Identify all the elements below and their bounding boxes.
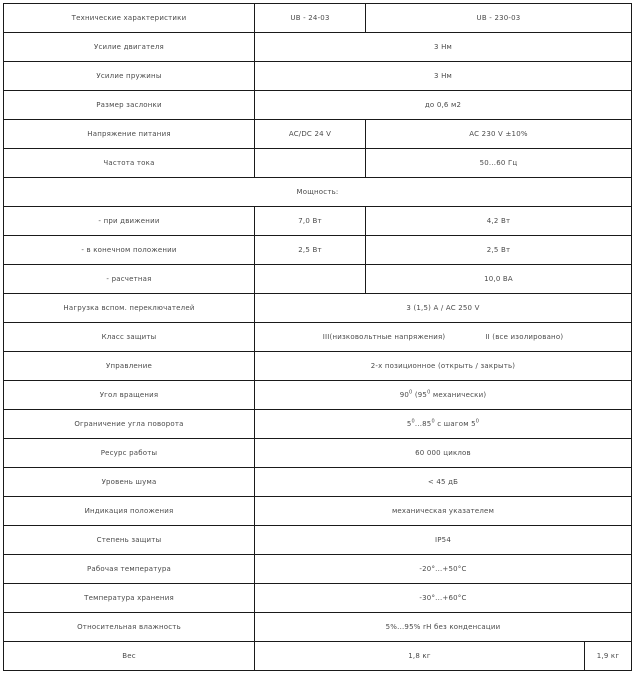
row-label: Рабочая температура [4,555,255,584]
row-label: Частота тока [4,149,255,178]
row-value: до 0,6 м2 [255,91,632,120]
row-label: Напряжение питания [4,120,255,149]
row-value [255,381,632,410]
table-row [4,497,632,526]
row-label: Угол вращения [4,381,255,410]
header-model-b: UB - 230-03 [366,4,632,33]
row-label: Усилие двигателя [4,33,255,62]
table-row [4,236,632,265]
degree-mark: 0 [427,389,431,396]
table-row [4,207,632,236]
table-row [4,642,632,671]
row-label: - в конечном положении [4,236,255,265]
table-row [4,178,632,207]
table-row [4,468,632,497]
row-label: Нагрузка вспом. переключателей [4,294,255,323]
row-label: - расчетная [4,265,255,294]
value-part: 5 [406,420,412,428]
row-value-a: III(низковольтные напряжения) [322,333,446,341]
row-value-b: AC 230 V ±10% [366,120,632,149]
row-value-a [255,265,366,294]
header-label: Технические характеристики [4,4,255,33]
row-value: < 45 дБ [255,468,632,497]
row-value-b: 4,2 Вт [366,207,632,236]
table-row [4,410,632,439]
row-label: Степень защиты [4,526,255,555]
table-row [4,381,632,410]
table-row [4,265,632,294]
table-row [4,4,632,33]
table-row [4,294,632,323]
row-value-b: 10,0 ВА [366,265,632,294]
value-part: 90 [399,391,410,399]
row-value: -30°...+60°С [255,584,632,613]
row-value: 60 000 циклов [255,439,632,468]
row-value: механическая указателем [255,497,632,526]
row-value [255,410,632,439]
row-value: 5%...95% rH без конденсации [255,613,632,642]
row-label: Уровень шума [4,468,255,497]
row-value-b: II (все изолировано) [485,333,564,341]
row-label: Индикация положения [4,497,255,526]
row-value-a: 2,5 Вт [255,236,366,265]
degree-mark: 0 [431,418,435,425]
row-value: 3 Нм [255,33,632,62]
row-value-a: AC/DC 24 V [255,120,366,149]
row-label: - при движении [4,207,255,236]
spec-table [3,3,632,671]
value-part: (95 [412,391,428,399]
row-value-a: 7,0 Вт [255,207,366,236]
row-label: Вес [4,642,255,671]
table-row [4,62,632,91]
row-value: IP54 [255,526,632,555]
row-label: Ресурс работы [4,439,255,468]
row-label: Управление [4,352,255,381]
row-value [255,323,632,352]
table-row [4,439,632,468]
row-label: Относительная влажность [4,613,255,642]
row-label: Температура хранения [4,584,255,613]
table-row [4,33,632,62]
degree-mark: 0 [475,418,480,425]
table-row [4,323,632,352]
row-label: Ограничение угла поворота [4,410,255,439]
header-model-a: UB - 24-03 [255,4,366,33]
table-row [4,149,632,178]
row-value: 3 (1,5) A / AC 250 V [255,294,632,323]
table-row [4,584,632,613]
row-label: Размер заслонки [4,91,255,120]
row-value-a [255,149,366,178]
table-row [4,91,632,120]
table-row [4,555,632,584]
table-row [4,526,632,555]
table-row [4,120,632,149]
row-value-b: 50...60 Гц [366,149,632,178]
value-part: механически) [430,391,487,399]
value-part: с шагом 5 [434,420,476,428]
row-label: Усилие пружины [4,62,255,91]
row-value-b: 1,9 кг [585,642,632,671]
degree-mark: 0 [411,418,415,425]
degree-mark: 0 [409,389,413,396]
row-value: 2-х позиционное (открыть / закрыть) [255,352,632,381]
row-value: -20°...+50°С [255,555,632,584]
row-label: Класс защиты [4,323,255,352]
row-value: 3 Нм [255,62,632,91]
table-row [4,613,632,642]
row-value-b: 2,5 Вт [366,236,632,265]
section-title: Мощность: [4,178,632,207]
row-value-a: 1,8 кг [255,642,585,671]
value-part: ...85 [414,420,432,428]
table-row [4,352,632,381]
